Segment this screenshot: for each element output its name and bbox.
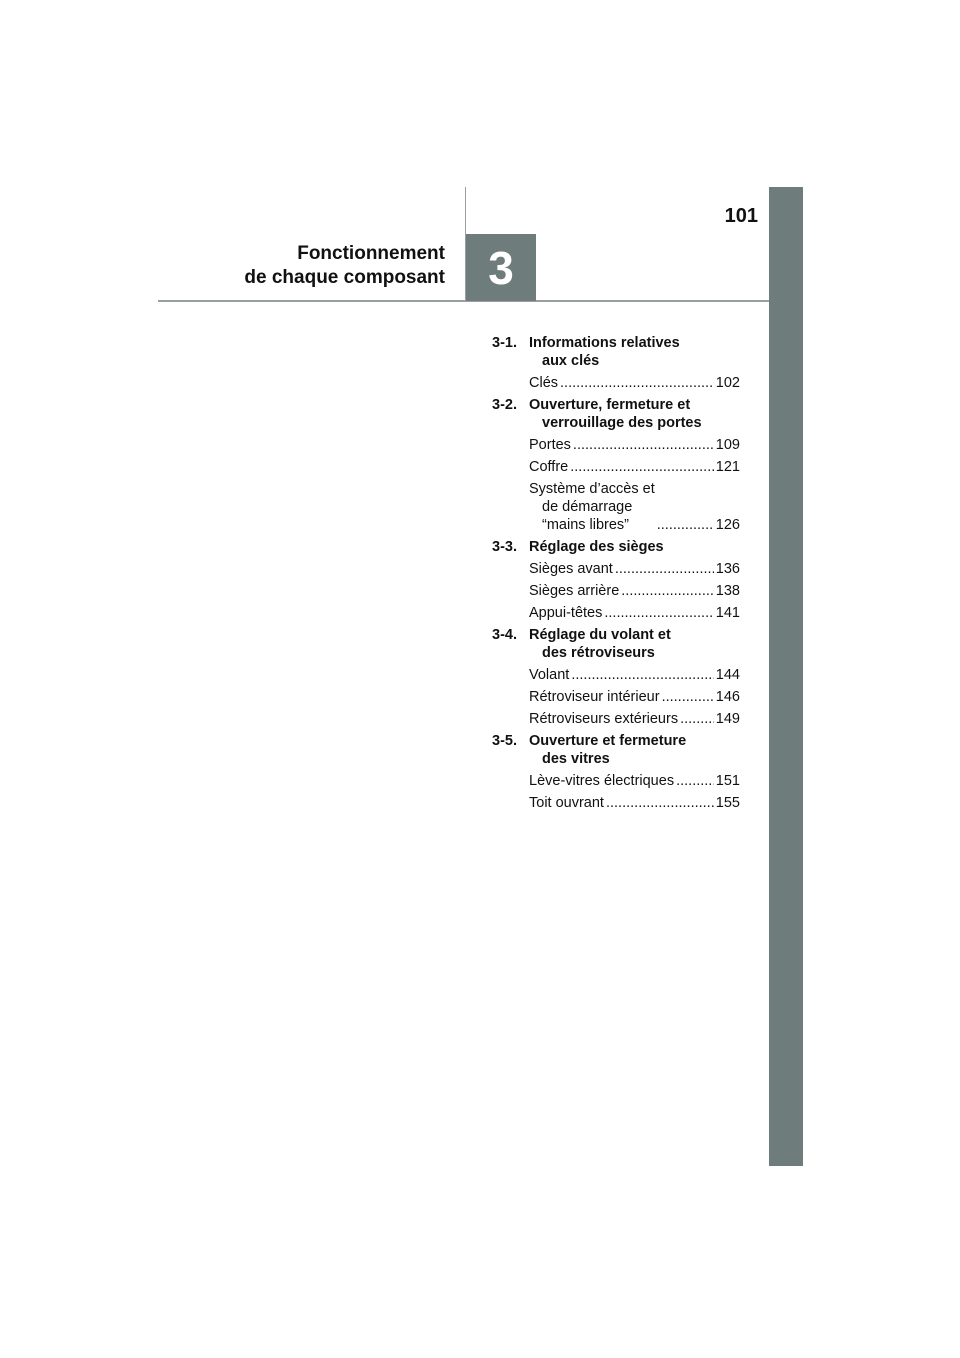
toc-entry-page: 144 xyxy=(715,667,740,683)
section-number: 3-3. xyxy=(492,539,517,555)
dot-leader xyxy=(621,582,714,600)
section-title-line1: Réglage du volant et xyxy=(529,627,671,643)
toc-entry[interactable] xyxy=(529,582,740,600)
toc-entry-label: Lève-vitres électriques xyxy=(529,773,675,789)
toc-entry-page: 138 xyxy=(715,583,740,599)
page-number: 101 xyxy=(724,205,758,227)
toc-entry-label: Volant xyxy=(529,667,570,683)
section-title-line1: Réglage des sièges xyxy=(529,539,664,555)
section-title xyxy=(529,334,740,370)
toc-entry-page: 102 xyxy=(715,375,740,391)
toc-entry-label: Clés xyxy=(529,375,559,391)
toc-entry-label-line3: “mains libres” xyxy=(542,517,630,533)
toc-entry-label: Coffre xyxy=(529,459,569,475)
section-title xyxy=(529,396,740,432)
toc-entry[interactable] xyxy=(529,458,740,476)
dot-leader xyxy=(606,794,714,812)
toc-entry-label: Toit ouvrant xyxy=(529,795,604,811)
toc-entry[interactable] xyxy=(529,710,740,728)
toc-entry[interactable] xyxy=(529,604,740,622)
toc-section-3-3 xyxy=(492,538,740,622)
section-number: 3-1. xyxy=(492,335,517,351)
toc-entry[interactable] xyxy=(529,436,740,454)
section-title xyxy=(529,538,740,556)
dot-leader xyxy=(662,688,714,706)
toc-section-3-4 xyxy=(492,626,740,728)
toc-entry[interactable] xyxy=(529,374,740,392)
toc-entry-label: Portes xyxy=(529,437,571,453)
chapter-title xyxy=(244,242,445,290)
toc-entry-page: 155 xyxy=(715,795,740,811)
dot-leader xyxy=(573,436,714,454)
dot-leader xyxy=(571,666,713,684)
toc-entry-label: Rétroviseurs extérieurs xyxy=(529,711,679,727)
section-title-line2: des vitres xyxy=(542,751,610,767)
section-title xyxy=(529,626,740,662)
dot-leader xyxy=(604,604,713,622)
toc-entry-page: 141 xyxy=(715,605,740,621)
section-number: 3-2. xyxy=(492,397,517,413)
toc-entry-label: Sièges arrière xyxy=(529,583,620,599)
toc-entry-page: 146 xyxy=(715,689,740,705)
toc-entry-label-line2: de démarrage xyxy=(542,499,633,515)
toc-entry[interactable] xyxy=(529,480,740,534)
section-title-line1: Ouverture, fermeture et xyxy=(529,397,691,413)
section-title-line1: Ouverture et fermeture xyxy=(529,733,687,749)
section-title-line2: verrouillage des portes xyxy=(542,415,702,431)
toc-entry-page: 109 xyxy=(715,437,740,453)
section-title-line2: aux clés xyxy=(542,353,600,369)
section-number: 3-5. xyxy=(492,733,517,749)
dot-leader xyxy=(570,458,714,476)
toc-entry-label: Sièges avant xyxy=(529,561,613,577)
toc-section-3-2 xyxy=(492,396,740,534)
dot-leader xyxy=(680,710,714,728)
chapter-title-line1: Fonctionnement xyxy=(297,243,445,264)
toc-entry-page: 136 xyxy=(715,561,740,577)
chapter-side-tab xyxy=(769,187,803,1166)
toc-entry[interactable] xyxy=(529,794,740,812)
dot-leader xyxy=(676,772,714,790)
toc-entry-label: Appui-têtes xyxy=(529,605,603,621)
dot-leader xyxy=(615,560,714,578)
chapter-number: 3 xyxy=(488,241,514,294)
toc-section-3-5 xyxy=(492,732,740,812)
toc-entry[interactable] xyxy=(529,666,740,684)
toc-section-3-1 xyxy=(492,334,740,392)
dot-leader xyxy=(560,374,714,392)
table-of-contents xyxy=(492,334,740,816)
toc-entry[interactable] xyxy=(529,688,740,706)
chapter-title-line2: de chaque composant xyxy=(244,267,445,288)
section-title-line2: des rétroviseurs xyxy=(542,645,655,661)
toc-entry-page: 121 xyxy=(715,459,740,475)
dot-leader xyxy=(657,516,714,534)
toc-entry-page: 126 xyxy=(715,517,740,533)
section-number: 3-4. xyxy=(492,627,517,643)
toc-entry[interactable] xyxy=(529,772,740,790)
toc-entry-page: 149 xyxy=(715,711,740,727)
toc-entry-label xyxy=(529,480,655,534)
section-title-line1: Informations relatives xyxy=(529,335,680,351)
toc-entry-page: 151 xyxy=(715,773,740,789)
toc-entry-label-line1: Système d’accès et xyxy=(529,481,655,497)
toc-entry-label: Rétroviseur intérieur xyxy=(529,689,660,705)
chapter-number-box xyxy=(466,234,536,301)
section-title xyxy=(529,732,740,768)
toc-entry[interactable] xyxy=(529,560,740,578)
header-horizontal-rule xyxy=(158,300,769,302)
